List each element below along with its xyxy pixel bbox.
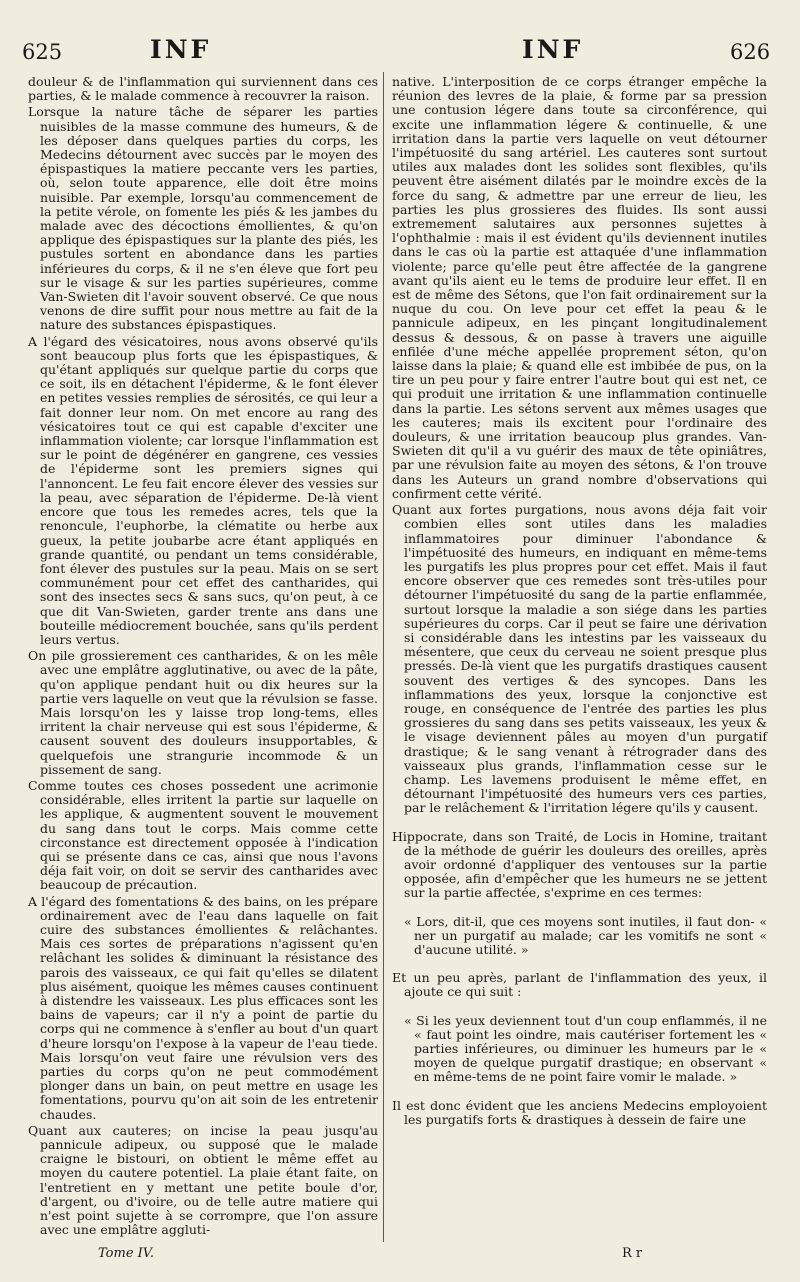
paragraph: Comme toutes ces choses possedent une acrimonie considérable, elles irritent la partie sur laquelle on les applique, & augmentent souvent le mouvement du sang dans tout le corps. Mais comme cette circonstance est directement opposée à l'indication qui se présente dans ce cas, ainsi que nous l'avons déja fait voir, on doit se servir des cantharides avec beaucoup de précaution.	[28, 777, 378, 893]
paragraph: Quant aux fortes purgations, nous avons déja fait voir combien elles sont utiles dans les maladies inflammatoires pour diminuer l'abondance & l'impétuosité des humeurs, en indiquant en même-tems les purgatifs les plus propres pour cet effet. Mais il faut encore observer que ces remedes sont très-utiles pour détourner l'impétuosité du sang de la partie enflammée, surtout lorsque la maladie a son siége dans les parties supérieures du corps. Car il peut se faire une dérivation si considérable dans les intestins par les vaisseaux du mésentere, que ceux du cerveau ne soient presque plus pressés. De-là vient que les purgatifs drastiques causent souvent des vertiges & des syncopes. Dans les inflammations des yeux, lorsque la conjonctive est rouge, en conséquence de l'entrée des parties les plus grossieres du sang dans ses petits vaisseaux, les yeux & le visage deviennent pâles au moyen d'un purgatif drastique; & le sang venant à rétrograder dans des vaisseaux plus grands, l'inflammation cesse sur le champ. Les lavemens produisent le même effet, en détournant l'impétuosité des humeurs vers ces parties, par le relâchement & l'irritation légere qu'ils y causent.	[392, 502, 767, 816]
page-number-left: 625	[22, 40, 63, 64]
paragraph: Quant aux cauteres; on incise la peau jusqu'au pannicule adipeux, ou supposé que le malade craigne le bistouri, on obtient le même effet au moyen du cautere potentiel. La plaie étant faite, on l'entretient en y mettant une petite boule d'or, d'argent, ou d'ivoire, ou de telle autre matiere qui n'est point sujette à se corrompre, que l'on assure avec une emplâtre aggluti-	[28, 1122, 378, 1238]
paragraph: On pile grossierement ces cantharides, & on les mêle avec une emplâtre agglutinative, ou avec de la pâte, qu'on applique pendant huit ou dix heures sur la partie vers laquelle on veut que la révulsion se fasse. Mais lorsqu'on les y laisse trop long-tems, elles irritent la chair nerveuse qui est sous l'épiderme, & causent souvent des douleurs insupportables, & quelquefois une strangurie incommode & un pissement de sang.	[28, 648, 378, 777]
volume-footer: Tome IV.	[98, 1246, 155, 1261]
right-column	[392, 75, 767, 1129]
paragraph: A l'égard des vésicatoires, nous avons observé qu'ils sont beaucoup plus forts que les épispastiques, & qu'étant appliqués sur quelque partie du corps que ce soit, ils en détachent l'épiderme, & le font élever en petites vessies remplies de sérosités, ce qui leur a fait donner leur nom. On met encore au rang des vésicatoires tout ce qui est capable d'exciter une inflammation violente; car lorsque l'inflammation est sur le point de dégénérer en gangrene, ces vessies de l'épiderme sont les premiers signes qui l'annoncent. Le feu fait encore élever des vessies sur la peau, avec séparation de l'épiderme. De-là vient encore que tous les remedes acres, tels que la renoncule, l'euphorbe, la clématite ou herbe aux gueux, la petite joubarbe acre étant appliqués en grande quantité, ou pendant un tems considérable, font élever des pustules sur la peau. Mais on se sert communément pour cet effet des cantharides, qui sont des insectes secs & sans sucs, qu'on peut, à ce que dit Van-Swieten, garder trente ans dans une bouteille médiocrement bouchée, sans qu'ils perdent leurs vertus.	[28, 333, 378, 647]
quotation: « Si les yeux deviennent tout d'un coup enflammés, il ne « faut point les oindre, mais cautériser fortement les « parties inférieures, ou diminuer les humeurs par le « moyen de quelque purgatif drastique; en observant « en même-tems de ne point faire vomir le malade. »	[404, 1012, 767, 1085]
signature-mark: R r	[622, 1246, 643, 1261]
paragraph: Lorsque la nature tâche de séparer les parties nuisibles de la masse commune des humeurs, & de les déposer dans quelques parties du corps, les Medecins détournent avec succès par le moyen des épispastiques la matiere peccante vers les parties, où, selon toute apparence, elle doit être moins nuisible. Par exemple, lorsqu'au commencement de la petite vérole, on fomente les piés & les jambes du malade avec des décoctions émollientes, & qu'on applique des épispastiques sur la plante des piés, les pustules sortent en abondance dans les parties inférieures du corps, & il ne s'en éleve que fort peu sur le visage & sur les parties supérieures, comme Van-Swieten dit l'avoir souvent observé. Ce que nous venons de dire suffit pour nous mettre au fait de la nature des substances épispastiques.	[28, 104, 378, 333]
column-divider	[383, 72, 384, 1242]
paragraph: Hippocrate, dans son Traité, de Locis in Homine, traitant de la méthode de guérir les douleurs des oreilles, après avoir ordonné d'appliquer des ventouses sur la partie opposée, afin d'empêcher que les humeurs ne se jettent sur la partie affectée, s'exprime en ces termes:	[392, 828, 767, 901]
paragraph: douleur & de l'inflammation qui surviennent dans ces parties, & le malade commence à recouvrer la raison.	[28, 74, 378, 104]
left-column	[28, 75, 378, 1239]
paragraph: native. L'interposition de ce corps étranger empêche la réunion des levres de la plaie, & forme par sa pression une contusion légere dans toute sa circonférence, qui excite une inflammation légere & continuelle, & une irritation dans la partie vers laquelle on veut détourner l'impétuosité du sang artériel. Les cauteres sont surtout utiles aux malades dont les solides sont flexibles, qu'ils peuvent être aisément dilatés par le moindre excès de la force du sang, & admettre par une erreur de lieu, les parties les plus grossieres des fluides. Ils sont aussi extremement salutaires aux personnes sujettes à l'ophthalmie : mais il est évident qu'ils deviennent inutiles dans le cas où la partie est attaquée d'une inflammation violente; parce qu'elle peut être affectée de la gangrene avant qu'ils aient eu le tems de produire leur effet. Il en est de même des Sétons, que l'on fait ordinairement sur la nuque du cou. On leve pour cet effet la peau & le pannicule adipeux, en les pinçant longitudinalement dessus & dessous, & on passe à travers une aiguille enfilée d'une méche appellée proprement séton, qu'on laisse dans la plaie; & quand elle est imbibée de pus, on la tire un peu pour y faire entrer l'autre bout qui est net, ce qui produit une irritation & une inflammation continuelle dans la partie. Les sétons servent aux mêmes usages que les cauteres; mais ils excitent pour l'ordinaire des douleurs, & une irritation beaucoup plus grandes. Van-Swieten dit qu'il a vu guérir des maux de tête opiniâtres, par une révulsion faite au moyen des sétons, & l'on trouve dans les Auteurs un grand nombre d'observations qui confirment cette vérité.	[392, 74, 767, 501]
running-head-left: INF	[150, 35, 212, 64]
page-number-right: 626	[730, 40, 771, 64]
quotation: « Lors, dit-il, que ces moyens sont inutiles, il faut don- « ner un purgatif au malade; car les vomitifs ne sont « d'aucune utilité. »	[404, 913, 767, 957]
running-head-right: INF	[522, 35, 584, 64]
paragraph: Il est donc évident que les anciens Medecins employoient les purgatifs forts & drastiques à dessein de faire une	[392, 1097, 767, 1127]
paragraph: Et un peu après, parlant de l'inflammation des yeux, il ajoute ce qui suit :	[392, 970, 767, 1000]
paragraph: A l'égard des fomentations & des bains, on les prépare ordinairement avec de l'eau dans laquelle on fait cuire des substances émollientes & relâchantes. Mais ces sortes de préparations n'agissent qu'en relâchant les solides & diminuant la résistance des parois des vaisseaux, ce qui fait qu'elles se dilatent plus aisément, quoique les mêmes causes continuent à distendre les vaisseaux. Les plus efficaces sont les bains de vapeurs; car il n'y a point de partie du corps qui ne commence à s'enfler au bout d'un quart d'heure lorsqu'on l'expose à la vapeur de l'eau tiede. Mais lorsqu'on veut faire une révulsion vers des parties du corps qu'on ne peut commodément plonger dans un bain, on peut mettre en usage les fomentations, pourvu qu'on ait soin de les entretenir chaudes.	[28, 893, 378, 1122]
